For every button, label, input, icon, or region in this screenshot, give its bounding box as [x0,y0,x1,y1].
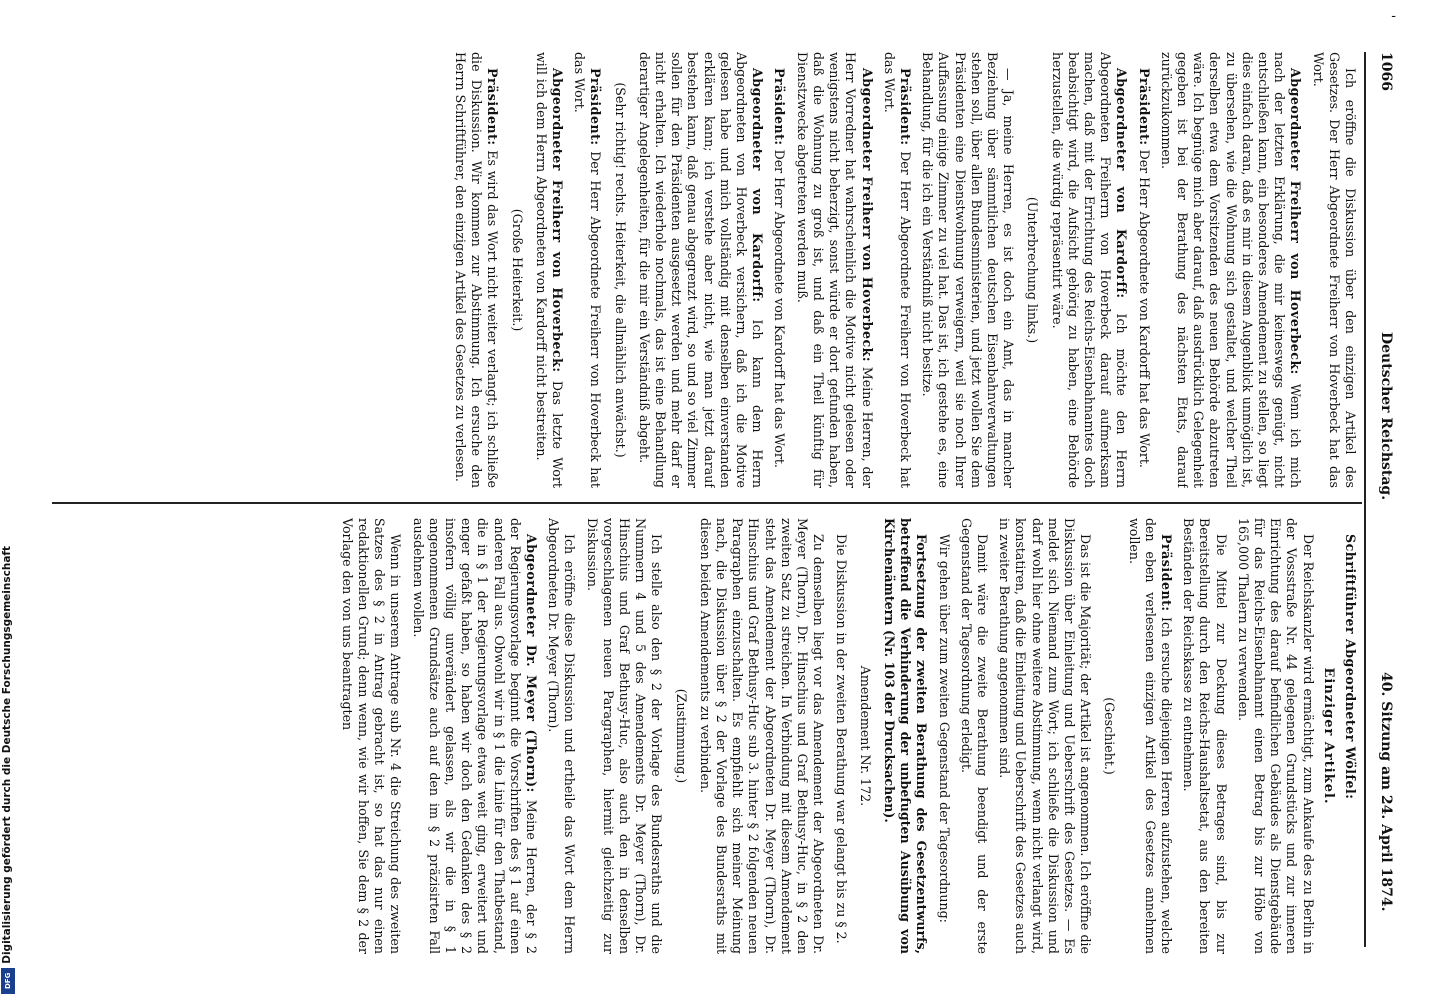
page-number: 1066 [1378,52,1394,91]
paragraph-text: Die Diskussion in der zweiten Berathung war gelangt bis zu § 2. [833,534,849,944]
speaker-label: Abgeordneter von Kardorff: [750,68,766,303]
stage-direction [1024,52,1040,488]
dfg-logo: DFG [1,968,15,994]
speaker-label: Abgeordneter Freiherr von Hoverbeck: [1288,68,1304,375]
paragraph-text: Damit wäre die zweite Berathung beendigt und der erste Gegenstand der Tagesordnung erledigt. [958,518,990,954]
paragraph-text: Der Herr Abgeordnete von Kardorff hat das Wort. [1136,149,1152,468]
paragraph-text: Wenn ich mich nach der letzten Erklärung, die mir keineswegs genügt, nicht entschließen kann, ein besonderes Amendement zu stellen, so liegt dies einfach daran, daß es mir in diesem Augenblick unmöglich ist, zu übersehen, wie die Wohnung sich gestaltet, und welcher Theil derselben etwa dem Vorsitzenden des neuen Behörde abzutreten wäre. Ich begnüge mich aber darauf, daß ausdrücklich Gelegenheit gegeben ist bei der Berathung des nächsten Etats, darauf zurückzukommen. [1158,52,1304,488]
stage-direction [611,52,627,488]
paragraph [409,518,539,954]
edge-mark: - [1391,8,1396,24]
speaker-label: Abgeordneter Dr. Meyer (Thorn): [524,534,540,793]
paragraph-text: Ich ersuche diejenigen Herren aufzustehen, welche den eben verlesenen einzigen Artikel des Gesetzes annehmen wollen. [1126,518,1174,954]
paragraph-text: Der Herr Abgeordnete Freiherr von Hoverbeck hat das Wort. [572,52,604,488]
session-title: 40. Sitzung am 24. April 1874. [1378,672,1394,912]
funding-note: Digitalisierung gefördert durch die Deutsche Forschungsgemeinschaft [1,546,13,964]
header-rule [1364,52,1366,947]
paragraph [452,52,501,488]
right-column [68,518,1358,954]
publication-title: Deutscher Reichstag. [1378,332,1394,501]
paragraph-text: (Geschieht.) [1102,697,1118,775]
paragraph-text: Zu demselben liegt vor das Amendement der Abgeordneten Dr. Meyer (Thorn), Dr. Hinschius und Graf Bethusy-Huc, in § 2 den zweiten Satz zu streichen. In Verbindung mit diesem Amendement steht das Amendement der Abgeordneten Dr. Meyer (Thorn), Dr. Hinschius und Graf Bethusy-Huc sub 3. hinter § 2 folgenden neuen Paragraphen einzuschalten. Es empfiehlt sich meiner Meinung nach, die Diskussion über § 2 der Vorlage des Bundesraths mit diesen beiden Amendements zu verbinden. [697,518,827,954]
paragraph [339,518,404,954]
stage-direction [508,52,524,488]
paragraph [996,518,1093,954]
paragraph [1180,518,1229,954]
speaker-label: Abgeordneter Freiherr von Hoverbeck: [859,68,875,363]
paragraph-text: Wenn in unserem Antrage sub Nr. 4 die Streichung des zweiten Satzes des § 2 in Antrag gebracht ist, so hat das nur einen redaktionellen Grund; denn wenn, wie wir hoffen, Sie dem § 2 der Vorlage den von uns beantragten [339,518,404,954]
paragraph [697,518,827,954]
paragraph-text: Amendement Nr. 172. [857,665,873,807]
paragraph-text: Fortsetzung der zweiten Berathung des Gesetzentwurfs, betreffend die Verhinderung der unbefugten Ausübung von Kirchenämtern (Nr. 103 der Drucksachen). [881,518,930,954]
paragraph [919,52,1016,488]
article-title [1320,518,1336,954]
stage-direction [1101,518,1117,954]
paragraph [1309,52,1358,488]
paragraph [794,52,875,488]
paragraph-text: Ich eröffne diese Diskussion und ertheile das Wort dem Herrn Abgeordneten Dr. Meyer (Thorn). [546,518,578,954]
paragraph-text: Der Reichskanzler wird ermächtigt, zum Ankaufe des zu Berlin in der Vossstraße Nr. 44 gelegenen Grundstücks und zur inneren Einrichtung des darauf befindlichen Gebäudes als Dienstgebäude für das Reichs-Eisenbahnamt einen Betrag bis zur Höhe von 165,000 Thalern zu verwenden. [1235,518,1316,954]
stage-direction [857,518,873,954]
speaker-label: Präsident: [485,68,501,146]
paragraph-text: Einziger Artikel. [1320,667,1336,805]
paragraph [881,52,913,488]
page-header [1366,52,1394,952]
paragraph [832,518,848,954]
agenda-heading [881,518,930,954]
paragraph [1342,518,1358,954]
paragraph [1048,52,1129,488]
paragraph-text: Meine Herren, der Herr Vorredner hat wahrscheinlich die Motive nicht gelesen oder wenigstens nicht beherzigt, sonst würde er dort gefunden haben, daß die Wohnung zu groß ist, und daß ein Theil künftig für Dienstzwecke abgetreten werden muß. [794,52,875,488]
paragraph [545,518,577,954]
paragraph-text: Meine Herren, der § 2 der Regierungsvorlage beginnt die Vorschriften des § 1 auf einen anderen Fall aus. Obwohl wir in § 1 die Linie für den Thatbestand, die in § 1 der Regierungsvorlage etwas weit ging, erweitert und enger gefaßt haben, so haben wir doch den Gedanken des § 2 insofern völlig unverändert gelassen, als wir die in § 1 angenommenen Grundsätze auch auf den im § 2 präzisirten Fall ausdehnen wollen. [410,518,540,954]
paragraph [1158,52,1304,488]
paragraph-text: Ich eröffne die Diskussion über den einzigen Artikel des Gesetzes. Der Herr Abgeordnete Freiherr von Hoverbeck hat das Wort. [1310,52,1358,488]
paragraph-text: Ich kann dem Herrn Abgeordneten von Hoverbeck versichern, daß ich die Motive gelesen habe und mich vollständig mit denselben einverstanden erklären kann; ich verstehe aber nicht, wie man jetzt darauf bestehen kann, daß genau abgegrenzt wird, so und so viel Zimmer sollen für den Präsidenten ausgesetzt werden und mehr darf er nicht erhalten. Ich wiederhole nochmals, das ist eine Behandlung derartiger Angelegenheiten, für die mir ein Verständniß abgeht. [636,52,766,488]
paragraph-text: Ich möchte den Herrn Abgeordneten Freiherrn von Hoverbeck darauf aufmerksam machen, daß mit der Errichtung des Reichs-Eisenbahnamtes doch beabsichtigt wird, die Aufsicht gehörig zu haben, eine Behörde herzustellen, die würdig repräsentirt wäre. [1049,52,1130,488]
speaker-label: Schriftführer Abgeordneter Wölfel: [1343,534,1358,800]
speaker-label: Präsident: [588,68,604,146]
paragraph-text: (Unterbrechung links.) [1025,196,1041,344]
paragraph-text: (Zustimmung.) [673,688,689,784]
column-divider [52,502,1362,504]
speaker-label: Präsident: [1136,68,1152,146]
paragraph [935,518,951,954]
paragraph [1125,518,1174,954]
paragraph-text: (Sehr richtig! rechts. Heiterkeit, die allmählich anwächst.) [612,82,628,458]
paragraph [583,518,664,954]
paragraph-text: Das ist die Majorität; der Artikel ist angenommen. Ich eröffne die Diskussion über Einleitung und Ueberschrift des Gesetzes. — Es meldet sich Niemand zum Wort; ich schließe die Diskussion und darf wohl hier ohne weitere Abstimmung, wenn nicht verlangt wird, konstatiren, daß die Einleitung und Ueberschrift des Gesetzes auch in zweiter Berathung angenommen sind. [997,518,1094,954]
paragraph-text: — Ja, meine Herren, es ist doch ein Amt, das in mancher Beziehung über sämmtlichen deutschen Eisenbahnverwaltungen stehen soll, über allen Bundesministerien, und jetzt wollen Sie dem Präsidenten eine Dienstwohnung verweigern, weil sie noch Ihrer Auffassung einige Zimmer zu viel hat. Das ist, ich gestehe es, eine Behandlung, für die ich ein Verständniß nicht besitze. [920,52,1017,488]
paragraph [571,52,603,488]
paragraph [1235,518,1316,954]
paragraph-text: Wir gehen über zum zweiten Gegenstand der Tagesordnung: [936,534,952,923]
paragraph [1135,52,1151,488]
paragraph-text: Das letzte Wort will ich dem Herrn Abgeordneten von Kardorff nicht bestreiten. [533,52,566,488]
stage-direction [672,518,688,954]
paragraph-text: Ich stelle also den § 2 der Vorlage des Bundesraths und die Nummern 4 und 5 des Amendements Dr. Meyer (Thorn), Dr. Hinschius und Graf Bethusy-Huc, also auch den in denselben vorgeschlagenen neuen Paragraphen, hiermit gleichzeitig zur Diskussion. [584,518,665,954]
speaker-label: Präsident: [772,68,788,146]
paragraph [958,518,990,954]
paragraph-text: Der Herr Abgeordnete Freiherr von Hoverbeck hat das Wort. [881,52,913,488]
paragraph-text: Der Herr Abgeordnete von Kardorff hat das Wort. [772,149,788,468]
paragraph-text: Es wird das Wort nicht weiter verlangt; ich schließe die Diskussion. Wir kommen zur Abstimmung. Ich ersuche den Herrn Schriftführer, den einzigen Artikel des Gesetzes zu verlesen. [453,52,501,488]
speaker-label: Präsident: [897,68,913,146]
paragraph-text: (Große Heiterkeit.) [509,208,525,332]
paragraph [771,52,787,488]
speaker-label: Präsident: [1158,534,1174,612]
speaker-label: Abgeordneter von Kardorff: [1114,68,1130,299]
digitization-strip [0,0,16,1000]
left-column [68,52,1358,488]
paragraph [636,52,766,488]
paragraph-text: Die Mittel zur Deckung dieses Betrages sind, bis zur Bereitstellung durch den Reichs-Haushaltsetat, aus den bereiten Beständen der Reichskasse zu entnehmen. [1181,518,1229,954]
paragraph [533,52,565,488]
speaker-label: Abgeordneter Freiherr von Hoverbeck: [550,68,566,373]
